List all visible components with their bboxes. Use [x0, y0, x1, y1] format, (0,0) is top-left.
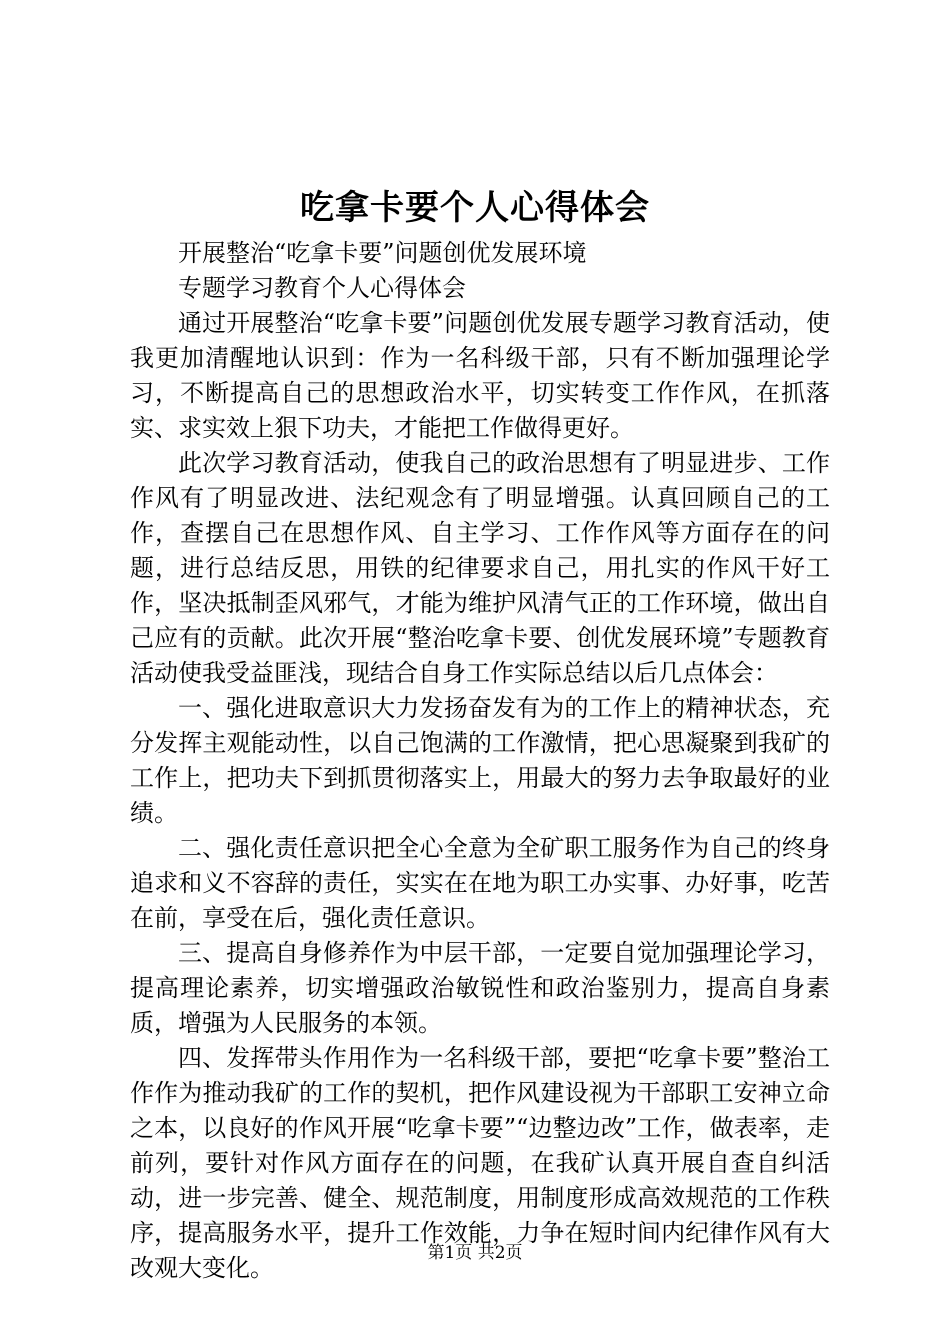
document-title: 吃拿卡要个人心得体会	[300, 188, 650, 228]
body-paragraph: 四、发挥带头作用作为一名科级干部，要把“吃拿卡要”整治工作作为推动我矿的工作的契机，把作风建设视为干部职工安神立命之本，以良好的作风开展“吃拿卡要”“边整边改”工作，做表率，走前列，要针对作风方面存在的问题，在我矿认真开展自查自纠活动，进一步完善、健全、规范制度，用制度形成高效规范的工作秩序，提高服务水平，提升工作效能，力争在短时间内纪律作风有大改观大变化。	[130, 1044, 830, 1282]
body-paragraph: 此次学习教育活动，使我自己的政治思想有了明显进步、工作作风有了明显改进、法纪观念有了明显增强。认真回顾自己的工作，查摆自己在思想作风、自主学习、工作作风等方面存在的问题，进行总结反思，用铁的纪律要求自己，用扎实的作风干好工作，坚决抵制歪风邪气，才能为维护风清气正的工作环境，做出自己应有的贡献。此次开展“整治吃拿卡要、创优发展环境”专题教育活动使我受益匪浅，现结合自身工作实际总结以后几点体会：	[130, 449, 830, 687]
page-number-footer: 第1页 共2页	[427, 1243, 523, 1263]
subtitle-line-1: 开展整治“吃拿卡要”问题创优发展环境	[178, 239, 587, 267]
document-body	[130, 236, 830, 1286]
body-paragraph: 通过开展整治“吃拿卡要”问题创优发展专题学习教育活动，使我更加清醒地认识到：作为一名科级干部，只有不断加强理论学习，不断提高自己的思想政治水平，切实转变工作作风，在抓落实、求实效上狠下功夫，才能把工作做得更好。	[130, 309, 830, 442]
subtitle-line-2: 专题学习教育个人心得体会	[178, 274, 466, 302]
body-paragraph: 二、强化责任意识把全心全意为全矿职工服务作为自己的终身追求和义不容辞的责任，实实在在地为职工办实事、办好事，吃苦在前，享受在后，强化责任意识。	[130, 834, 830, 932]
body-paragraph: 一、强化进取意识大力发扬奋发有为的工作上的精神状态，充分发挥主观能动性，以自己饱满的工作激情，把心思凝聚到我矿的工作上，把功夫下到抓贯彻落实上，用最大的努力去争取最好的业绩。	[130, 694, 830, 827]
body-paragraph: 三、提高自身修养作为中层干部，一定要自觉加强理论学习，提高理论素养，切实增强政治敏锐性和政治鉴别力，提高自身素质，增强为人民服务的本领。	[130, 939, 830, 1037]
